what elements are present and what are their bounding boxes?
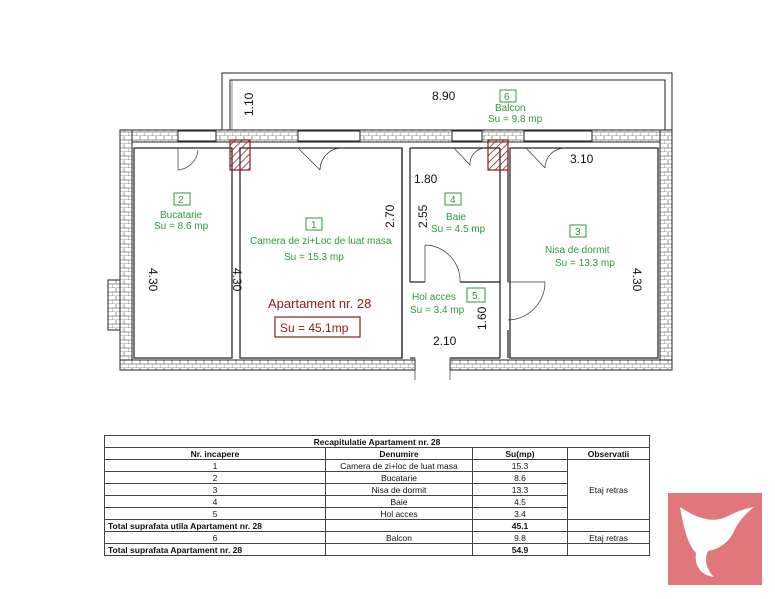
cell-nr: 2 — [105, 472, 326, 484]
dim-bath-height: 2.55 — [416, 204, 430, 228]
room-number: 3 — [575, 227, 581, 238]
empty-cell — [326, 520, 473, 532]
cell-su: 13.3 — [473, 484, 568, 496]
empty-cell — [326, 544, 473, 556]
dim-hall-width: 2.10 — [433, 334, 457, 348]
dim-bath-width: 1.80 — [414, 172, 438, 186]
room-name: Nisa de dormit — [545, 245, 610, 256]
cell-name: Baie — [326, 496, 473, 508]
cell-name: Nisa de dormit — [326, 484, 473, 496]
col-header-obs: Observatii — [568, 448, 650, 460]
cell-su: 8.6 — [473, 472, 568, 484]
cell-su: 3.4 — [473, 508, 568, 520]
cell-obs-group: Etaj retras — [568, 460, 650, 520]
room-hall-label — [410, 288, 485, 316]
cell-name: Camera de zi+loc de luat masa — [326, 460, 473, 472]
col-header-su: Su(mp) — [473, 448, 568, 460]
cell-nr: 5 — [105, 508, 326, 520]
cell-obs: Etaj retras — [568, 532, 650, 544]
cell-su: 9.8 — [473, 532, 568, 544]
room-name: Bucatarie — [160, 210, 203, 221]
room-area: Su = 4.5 mp — [431, 224, 486, 235]
cell-name: Hol acces — [326, 508, 473, 520]
empty-cell — [568, 520, 650, 532]
table-title: Recapitulatie Apartament nr. 28 — [105, 436, 650, 448]
dim-top-width: 8.90 — [432, 89, 456, 103]
dim-bedroom-height: 4.30 — [630, 268, 644, 292]
room-name: Baie — [446, 212, 467, 223]
cell-su: 4.5 — [473, 496, 568, 508]
dim-right-top: 3.10 — [570, 152, 594, 166]
total-useful-label: Total suprafata utila Apartament nr. 28 — [105, 520, 326, 532]
room-number: 4 — [450, 195, 456, 206]
total-label: Total suprafata Apartament nr. 28 — [105, 544, 326, 556]
room-living-label — [250, 218, 392, 263]
room-number: 2 — [178, 195, 184, 206]
total-area: Su = 45.1mp — [280, 321, 349, 335]
room-area: Su = 15.3 mp — [284, 252, 344, 263]
total-useful-row — [105, 520, 650, 532]
total-value: 54.9 — [473, 544, 568, 556]
room-area: Su = 9.8 mp — [488, 114, 543, 125]
cell-nr: 6 — [105, 532, 326, 544]
cell-nr: 3 — [105, 484, 326, 496]
room-name: Balcon — [495, 103, 526, 114]
column-hatch-right — [488, 140, 508, 170]
dim-kitchen-height: 4.30 — [146, 268, 160, 292]
cell-name: Bucatarie — [326, 472, 473, 484]
total-useful-value: 45.1 — [473, 520, 568, 532]
room-balcony-label — [488, 90, 543, 125]
apartment-title: Apartament nr. 28 — [268, 296, 372, 311]
total-row — [105, 544, 650, 556]
column-hatch-left — [230, 140, 250, 170]
dim-balcony-depth: 1.10 — [242, 92, 256, 116]
table-row — [105, 460, 650, 472]
room-area: Su = 3.4 mp — [410, 305, 465, 316]
room-number: 1 — [311, 220, 317, 231]
room-number: 6 — [504, 92, 510, 103]
bird-logo-icon — [668, 493, 762, 585]
room-area: Su = 13.3 mp — [555, 258, 615, 269]
room-name: Hol acces — [412, 292, 456, 303]
col-header-name: Denumire — [326, 448, 473, 460]
room-name: Camera de zi+Loc de luat masa — [250, 236, 392, 247]
dim-living-height: 4.30 — [230, 268, 244, 292]
table-row — [105, 532, 650, 544]
cell-nr: 1 — [105, 460, 326, 472]
room-kitchen-label — [154, 193, 209, 232]
room-bath-label — [431, 193, 486, 235]
cell-name: Balcon — [326, 532, 473, 544]
room-area: Su = 8.6 mp — [154, 221, 209, 232]
cell-nr: 4 — [105, 496, 326, 508]
col-header-nr: Nr. incapere — [105, 448, 326, 460]
recap-table — [104, 435, 650, 556]
room-bedroom-label — [545, 225, 615, 269]
cell-su: 15.3 — [473, 460, 568, 472]
room-number: 5 — [472, 291, 478, 302]
dim-living-inner-height: 2.70 — [383, 204, 397, 228]
empty-cell — [568, 544, 650, 556]
dim-hall-height: 1.60 — [475, 306, 489, 330]
